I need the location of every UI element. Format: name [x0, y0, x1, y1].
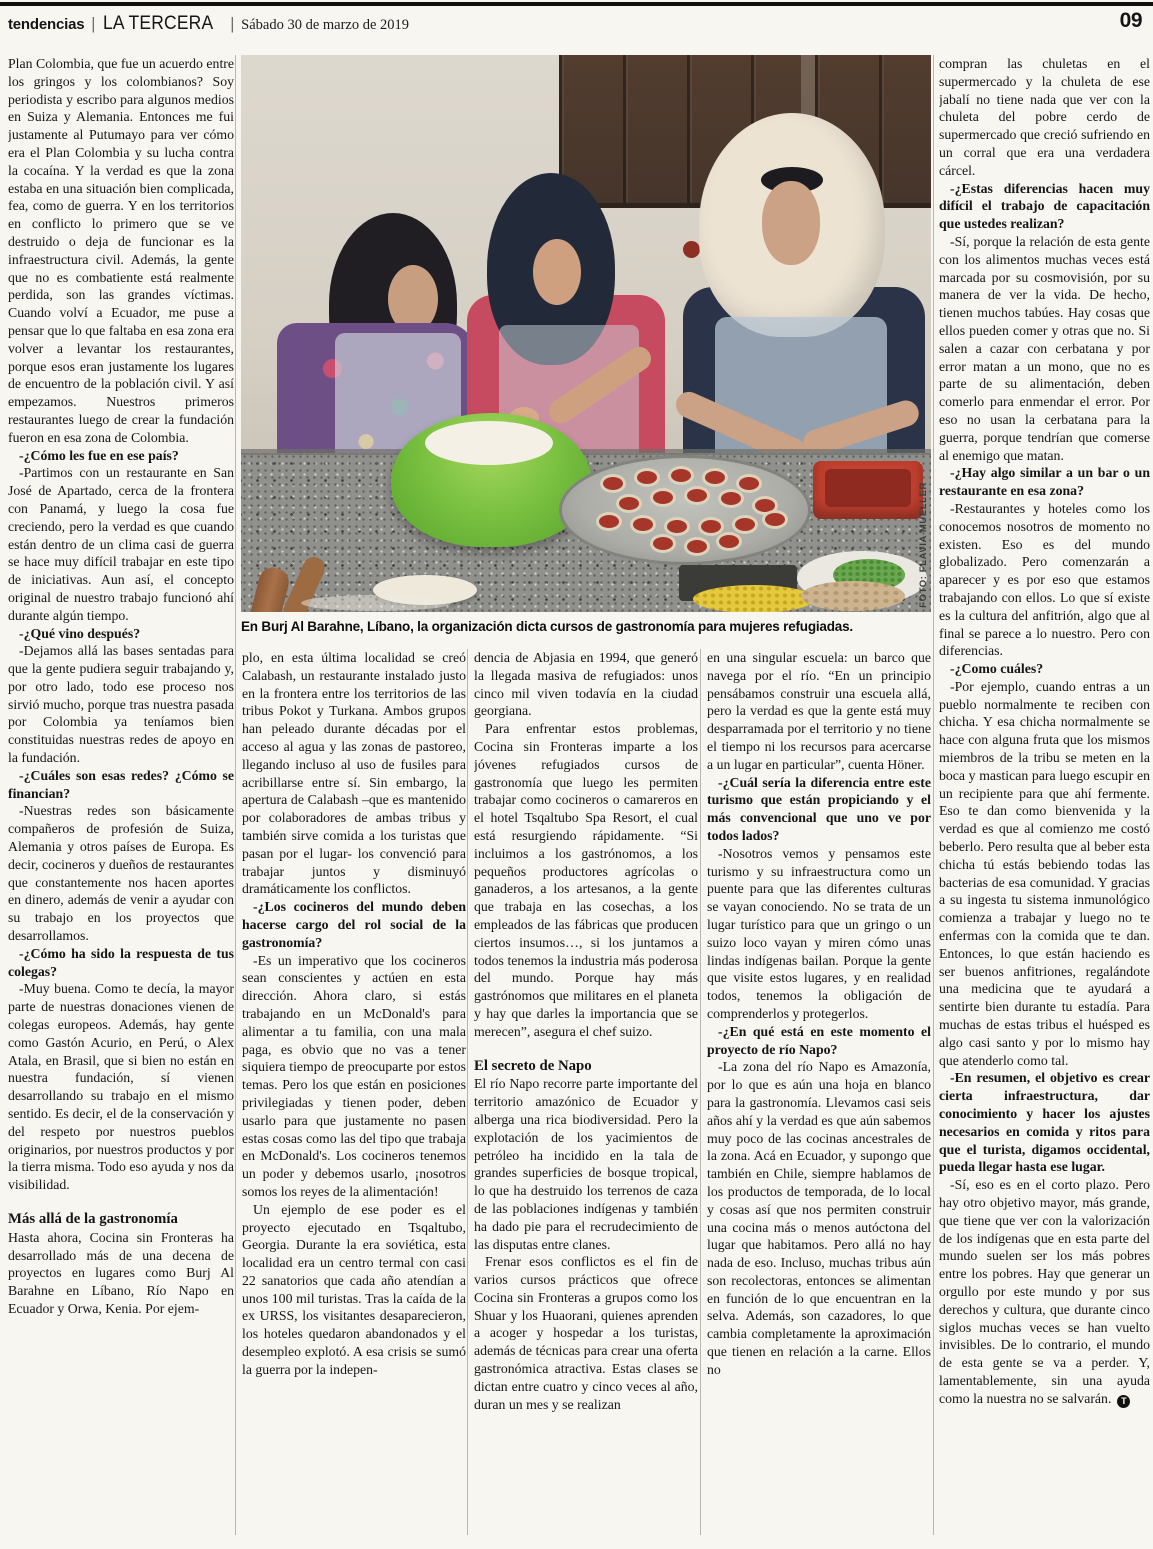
mini-pizza: [664, 517, 690, 536]
header-separator: |: [92, 14, 95, 33]
body-paragraph: -Sí, eso es en el corto plazo. Pero hay otro objetivo mayor, más grande, que tiene que ver con la valorización de los indígenas que en esta parte del mundo suelen ser los más pobres entre los pobres. Hay que generar un orgullo por este mundo y por sus derechos y cultura, que durante cinco siglos muchas veces se han vuelto invisibles. De lo contrario, el mundo de esta gente se va a perder. Y, lamentablemente, sin una ayuda como la nuestra no se salvarán. T: [939, 1177, 1150, 1406]
body-paragraph: Hasta ahora, Cocina sin Fronteras ha desarrollado más de una decena de proyectos en lugares como Burj Al Barahne en Líbano, Río Napo en Ecuador y Orwa, Kenia. Por ejem-: [8, 1229, 234, 1316]
mini-pizza: [616, 494, 642, 513]
body-paragraph: en una singular escuela: un barco que navega por el río. “En un principio pensábamos construir una escuela allá, pero la verdad es que la gente está muy desparramada por el territorio y no tiene el tiempo ni los recursos para acercarse a un lugar en particular”, cuenta Höner.: [707, 650, 931, 772]
mini-pizza: [684, 486, 710, 505]
interview-question: -¿Hay algo similar a un bar o un restaurante en esa zona?: [939, 465, 1150, 499]
mini-pizza: [762, 510, 788, 529]
newspaper-brand: LA TERCERA: [102, 13, 214, 34]
mini-pizza: [600, 474, 626, 493]
mini-pizza: [718, 489, 744, 508]
photo-caption: En Burj Al Barahne, Líbano, la organización dicta cursos de gastronomía para mujeres refugiadas.: [241, 619, 853, 634]
header-separator: |: [230, 14, 234, 33]
body-paragraph: -Sí, porque la relación de esta gente con los alimentos muchas veces está marcada por su cosmovisión, por su manera de ver la vida. De hecho, tienen muchos tabúes. Hay cosas que ellos pueden comer y otras que no. Si salen a cazar con cerbatana y por error matan a un mono, que no es parte de su alimentación, deben comerlo para enmendar el error. Por eso no usan la cerbatana para la guerra, porque tendrían que comerse al enemigo que matan.: [939, 233, 1150, 463]
end-of-article-mark: T: [1117, 1395, 1130, 1408]
column-rule: [700, 649, 701, 1535]
article-photo: [241, 55, 931, 612]
woman-right-face: [762, 181, 820, 265]
mini-pizza: [630, 515, 656, 534]
photo-credit: FOTO: FLAVIA MUELLER: [918, 482, 929, 608]
body-paragraph: -Nuestras redes son básicamente compañeros de profesión de Suiza, Alemania y otros países de Europa. Es decir, cocineros y dueños de restaurantes que constantemente nos hacen aportes en dinero, además de venir a ayudar con su trabajo en los proyectos que desarrollamos.: [8, 803, 234, 944]
text-column-5: [939, 55, 1150, 1537]
body-paragraph: El río Napo recorre parte importante del territorio amazónico de Ecuador y alberga una rica biodiversidad. Pero la explotación de los yacimientos de petróleo ha incidido en la tala de grandes superficies de bosque tropical, lo que ha destruido los terrenos de caza de las poblaciones indígenas y también ha dado pie para el recrudecimiento de las disputas entre clanes.: [474, 1076, 698, 1252]
interview-question: -¿Qué vino después?: [19, 625, 141, 641]
interview-question: -¿Cómo ha sido la respuesta de tus colegas?: [8, 945, 234, 979]
text-column-2: [242, 649, 466, 1537]
text-column-3: [474, 649, 698, 1537]
interview-question: -¿En qué está en este momento el proyecto de río Napo?: [707, 1023, 931, 1057]
column-rule: [933, 55, 934, 1535]
interview-question: -En resumen, el objetivo es crear cierta infraestructura, dar conocimiento y hacer los ajustes necesarios en comida y ritos para que el turista, digamos occidental, pueda llegar hasta ese lugar.: [939, 1070, 1150, 1175]
red-tray-contents: [825, 469, 911, 507]
page-header: [8, 13, 409, 35]
mini-pizza: [732, 515, 758, 534]
flour-dust: [301, 595, 451, 611]
mini-pizza: [702, 468, 728, 487]
body-paragraph: compran las chuletas en el supermercado y la chuleta de ese jabalí no tiene nada que ver con la chuleta del pobre cerdo de supermercado que creció sufriendo en un corral que era una verdadera cárcel.: [939, 56, 1150, 178]
column-rule: [467, 649, 468, 1535]
body-paragraph: plo, en esta última localidad se creó Calabash, un restaurante instalado justo en la frontera entre los territorios de las tribus Pokot y Turkana. Ambos grupos han peleado durante décadas por el acceso al agua y las zonas de pastoreo, llegando incluso al uso de fusiles para acribillarse entre sí. Sin embargo, la apertura de Calabash –que es mantenido por colaboradores de ambas tribus y también sirve comida a los turistas que pasan por el lugar- los convenció para trabajar juntos y disminuyó dramáticamente los conflictos.: [242, 650, 466, 897]
interview-question: -¿Estas diferencias hacen muy difícil el trabajo de capacitación que ustedes realizan?: [939, 180, 1150, 232]
interview-question: -¿Cuál sería la diferencia entre este turismo que están propiciando y el más convencional que uno ve por todos lados?: [707, 774, 931, 843]
body-paragraph: -Restaurantes y hoteles como los conocemos nosotros de momento no existen. Eso es del mundo globalizado. Pero comenzarán a aparecer y es por eso que estamos trabajando con ellos. Lo que sí existe es la cultura del anfitrión, algo que al final se parece a lo nuestro. Pero con diferencias.: [939, 500, 1150, 659]
body-paragraph: -Nosotros vemos y pensamos este turismo y su infraestructura como un puente para que las diferentes culturas se vayan conociendo. No se trata de un lugar turístico para que un gringo o un suizo loco vayan y miren cómo unas lindas indígenas bailan. Porque la gente que visite estos lugares, y en realidad todos, tenemos la obligación de comprenderlos y protegerlos.: [707, 845, 931, 1021]
metal-tray-mini-pizzas: [559, 455, 811, 565]
body-paragraph: Para enfrentar estos problemas, Cocina sin Fronteras imparte a los jóvenes refugiados cursos de gastronomía que luego les permiten trabajar como cocineros o camareros en el hotel Tsqaltubo Spa Resort, el cual está resurgiendo rápidamente. “Si incluimos a los gastrónomos, a los pequeños productores agrícolas o ganaderos, a los artesanos, a la gente que trabaja en las cosechas, a los empleados de las fábricas que producen ciertos insumos…, si los juntamos a todos tenemos la industria más poderosa del mundo. Porque hay más gastrónomos que militares en el planeta y hay que darles la importancia que se merecen”, asegura el chef suizo.: [474, 721, 698, 1039]
body-paragraph: -Dejamos allá las bases sentadas para que la gente pudiera seguir trabajando y, por otro lado, todo ese proceso nos sirvió mucho, porque tras nuestra pasada por Colombia ya teníamos bien constituidas nuestras redes de apoyo en la fundación.: [8, 643, 234, 766]
mini-pizza: [684, 537, 710, 556]
interview-question: -¿Cuáles son esas redes? ¿Cómo se financian?: [8, 767, 234, 801]
body-paragraph: Plan Colombia, que fue un acuerdo entre los gringos y los colombianos? Soy periodista y escribo para algunos medios en Suiza y Alemania. Entonces me fui justamente al Putumayo para ver cómo era el Plan Colombia y su lucha contra la cocaína. Y la verdad es que la zona estaba en una situación bien complicada, fea, como de guerra. Y en los territorios en conflicto lo primero que se ve destruido o deja de funcionar es la infraestructura civil. Además, la gente que no es combatiente está realmente perdida, son las grandes víctimas. Cuando volví a Ecuador, me puse a pensar que lo que faltaba en esa zona era volver a levantar los restaurantes, porque esos eran justamente los lugares de encuentro de la población civil. Y así empezamos. Nuestros primeros restaurantes luego de crear la fundación fueron en esa zona de Colombia.: [8, 56, 234, 445]
woman-middle-face: [533, 239, 581, 305]
body-paragraph: -Por ejemplo, cuando entras a un pueblo normalmente te reciben con chicha. Y esa chicha normalmente se hace con alguna fruta que los mismos miembros de la tribu se meten en la boca y mastican para luego escupir en un recipiente para que ahí fermente. Eso te dan como bienvenida y la verdad es que al comienzo me costó beberlo. Pero resulta que al beber esta chicha tú estás bebiendo todas las bacterias de esa comunidad. Y gracias a su ingesta tu sistema inmunológico comienza a trabajar y luego no te enfermas con la comida que te dan. Entonces, lo que están haciendo es ser buenos anfitriones, regalándote una medicina que te ayudará a sentirte bien durante tu estadía. Para muchas de estas tribus el huésped es algo casi santo y por lo mismo hay que atenderlo como tal.: [939, 678, 1150, 1068]
mini-pizza: [716, 532, 742, 551]
edition-date: Sábado 30 de marzo de 2019: [241, 17, 410, 33]
section-subhead: El secreto de Napo: [474, 1057, 592, 1074]
mushroom-pile: [801, 581, 905, 611]
section-name: tendencias: [8, 16, 85, 33]
mini-pizza: [736, 474, 762, 493]
counter-edge: [241, 449, 931, 455]
body-paragraph: Frenar esos conflictos es el fin de varios cursos prácticos que ofrece Cocina sin Fronteras a grupos como los Shuar y los Huaorani, quienes aprenden a acoger y hospedar a los turistas, además de técnicas para crear una oferta gastronómica atractiva. Estas clases se dictan entre cuatro y cinco veces al año, duran un mes y se realizan: [474, 1254, 698, 1412]
interview-question: -¿Cómo les fue en ese país?: [19, 447, 179, 463]
column-rule: [235, 55, 236, 1535]
top-rule: [0, 2, 1153, 6]
mini-pizza: [634, 468, 660, 487]
mini-pizza: [650, 534, 676, 553]
mini-pizza: [596, 512, 622, 531]
wall-object: [683, 241, 700, 258]
flour-in-bowl: [425, 421, 553, 465]
text-column-4: [707, 649, 931, 1537]
page-number: 09: [1119, 9, 1142, 32]
body-paragraph: -La zona del río Napo es Amazonía, por lo que es aún una hoja en blanco para la gastronomía. Llevamos casi seis años ahí y la verdad es que aún sabemos muy poco de las cocinas ancestrales de la zona. Acá en Ecuador, y supongo que también en Chile, siempre hablamos de los productos de temporada, de lo local y cosas así que nos permiten construir una cocina más o menos autóctona del lugar que habitamos. Pero allá no hay nada de eso. Incluso, muchas tribus aún son recolectoras, entonces se alimentan en función de lo que encuentran en la selva. Además, son cazadores, lo que cambia completamente la aproximación que tienen en relación a la carne. Ellos no: [707, 1059, 931, 1377]
mini-pizza: [650, 488, 676, 507]
text-column-1: [8, 55, 234, 1537]
body-paragraph: -Muy buena. Como te decía, la mayor parte de nuestras donaciones vienen de colegas europeos. Además, hay gente como Gastón Acurio, en Perú, o Alex Atala, en Brasil, que si bien no están en nuestra fundación, sí vienen desarrollando su trabajo en el mismo sentido. Es decir, el de la conservación y del respeto por nuestros pueblos originarios, por nuestros productos y por la tierra misma. Todo eso ayuda y nos da visibilidad.: [8, 981, 234, 1193]
interview-question: -¿Como cuáles?: [950, 661, 1044, 677]
body-paragraph: -Es un imperativo que los cocineros sean conscientes y actúen en esta dirección. Ahora claro, si estás trabajando en un McDonald's para alimentar a tu familia, con una mala paga, es obvio que no vas a tener siquiera tiempo de preocuparte por estos temas. Pero los que están en posiciones privilegiadas y tienen poder, deben usarlo para que justamente no pasen estas cosas como las del tipo que trabaja en McDonald's. Los cocineros tenemos un poder y debemos usarlo, ¡nosotros somos los reyes de la alimentación!: [242, 952, 466, 1199]
body-paragraph: Un ejemplo de ese poder es el proyecto ejecutado en Tsqaltubo, Georgia. Durante la era soviética, esta localidad era un centro termal con casi 22 sanatorios que cada año atendían a unos 100 mil turistas. Tras la caída de la ex URSS, los visitantes desaparecieron, los hoteles quedaron abandonados y el desempleo explotó. A esa crisis se sumó la guerra por la indepen-: [242, 1201, 466, 1377]
mini-pizza: [668, 466, 694, 485]
body-paragraph: dencia de Abjasia en 1994, que generó la llegada masiva de refugiados: unos cinco mil viven todavía en la ciudad georgiana.: [474, 650, 698, 719]
interview-question: -¿Los cocineros del mundo deben hacerse cargo del rol social de la gastronomía?: [242, 899, 466, 950]
section-subhead: Más allá de la gastronomía: [8, 1211, 178, 1227]
corn-pile: [693, 585, 815, 612]
body-paragraph: -Partimos con un restaurante en San José de Apartado, cerca de la frontera con Panamá, y luego la cosa fue creciendo, pero la verdad es que cuando están dentro de un clima casi de guerra se hace muy difícil trabajar en este tipo de iniciativas. Aun así, el concepto original de nuestro trabajo funcionó ahí durante algún tiempo.: [8, 465, 234, 623]
